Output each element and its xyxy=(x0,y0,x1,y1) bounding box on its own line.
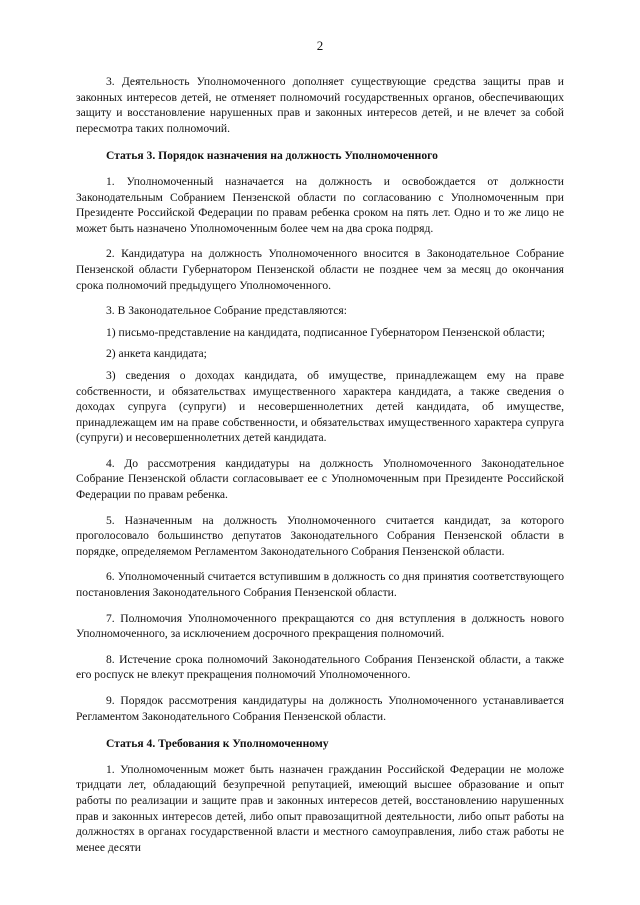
paragraph-article3-item1: 1. Уполномоченный назначается на должность и освобождается от должности Законодательным Собранием Пензенской области по согласованию с Уполномоченным при Президенте Российской Федерации по правам ребенка сроком на пять лет. Одно и то же лицо не может быть назначено Уполномоченным более чем на два срока подряд. xyxy=(76,174,564,235)
article4-heading: Статья 4. Требования к Уполномоченному xyxy=(106,737,329,751)
paragraph-article3-item3-sub2: 2) анкета кандидата; xyxy=(106,347,207,361)
paragraph-article3-item3: 3. В Законодательное Собрание представляются: xyxy=(106,304,347,318)
paragraph-article3-item2: 2. Кандидатура на должность Уполномоченного вносится в Законодательное Собрание Пензенской области Губернатором Пензенской области не позднее чем за месяц до окончания срока полномочий предыдущего Уполномоченного. xyxy=(76,247,564,292)
paragraph-article3-item9: 9. Порядок рассмотрения кандидатуры на должность Уполномоченного устанавливается Регламентом Законодательного Собрания Пензенской области. xyxy=(76,694,564,723)
paragraph-article3-item8: 8. Истечение срока полномочий Законодательного Собрания Пензенской области, а также его роспуск не влекут прекращения полномочий Уполномоченного. xyxy=(76,652,564,682)
document-body xyxy=(76,74,564,855)
paragraph-article3-item6: 6. Уполномоченный считается вступившим в должность со дня принятия соответствующего постановления Законодательного Собрания Пензенской области. xyxy=(76,570,564,600)
paragraph-article3-item4: 4. До рассмотрения кандидатуры на должность Уполномоченного Законодательное Собрание Пензенской области согласовывает ее с Уполномоченным при Президенте Российской Федерации по правам ребенка. xyxy=(76,456,564,502)
paragraph-article3-item7: 7. Полномочия Уполномоченного прекращаются со дня вступления в должность нового Уполномоченного, за исключением досрочного прекращения полномочий. xyxy=(76,611,564,641)
paragraph-article3-item5: 5. Назначенным на должность Уполномоченного считается кандидат, за которого проголосовало большинство депутатов Законодательного Собрания Пензенской области в порядке, определяемом Регламентом Законодательного Собрания Пензенской области. xyxy=(76,513,564,558)
article3-heading: Статья 3. Порядок назначения на должность Уполномоченного xyxy=(106,149,438,163)
paragraph-article3-item3-sub3: 3) сведения о доходах кандидата, об имуществе, принадлежащем ему на праве собственности, и обязательствах имущественного характера кандидата, а также сведения о доходах супруга (супруги) и несовершеннолетних детей кандидата, об имуществе, принадлежащем им на праве собственности, и обязательствах имущественного характера супруга (супруги) и несовершеннолетних детей кандидата. xyxy=(76,368,564,445)
paragraph-article4-item1: 1. Уполномоченным может быть назначен гражданин Российской Федерации не моложе тридцати лет, обладающий безупречной репутацией, имеющий высшее образование и опыт работы по реализации и защите прав и законных интересов детей, восстановлению нарушенных прав и законных интересов детей, либо опыт правозащитной деятельности, либо опыт работы на должностях в органах государственной власти и местного самоуправления, либо стаж работы не менее десяти xyxy=(76,762,564,854)
page-number: 2 xyxy=(316,38,324,53)
paragraph-article3-item3-sub1: 1) письмо-представление на кандидата, подписанное Губернатором Пензенской области; xyxy=(106,325,546,339)
paragraph-article2-item3: 3. Деятельность Уполномоченного дополняет существующие средства защиты прав и законных интересов детей, не отменяет полномочий государственных органов, обеспечивающих защиту и восстановление нарушенных прав и законных интересов детей, и не влечет за собой пересмотра таких полномочий. xyxy=(76,75,564,135)
